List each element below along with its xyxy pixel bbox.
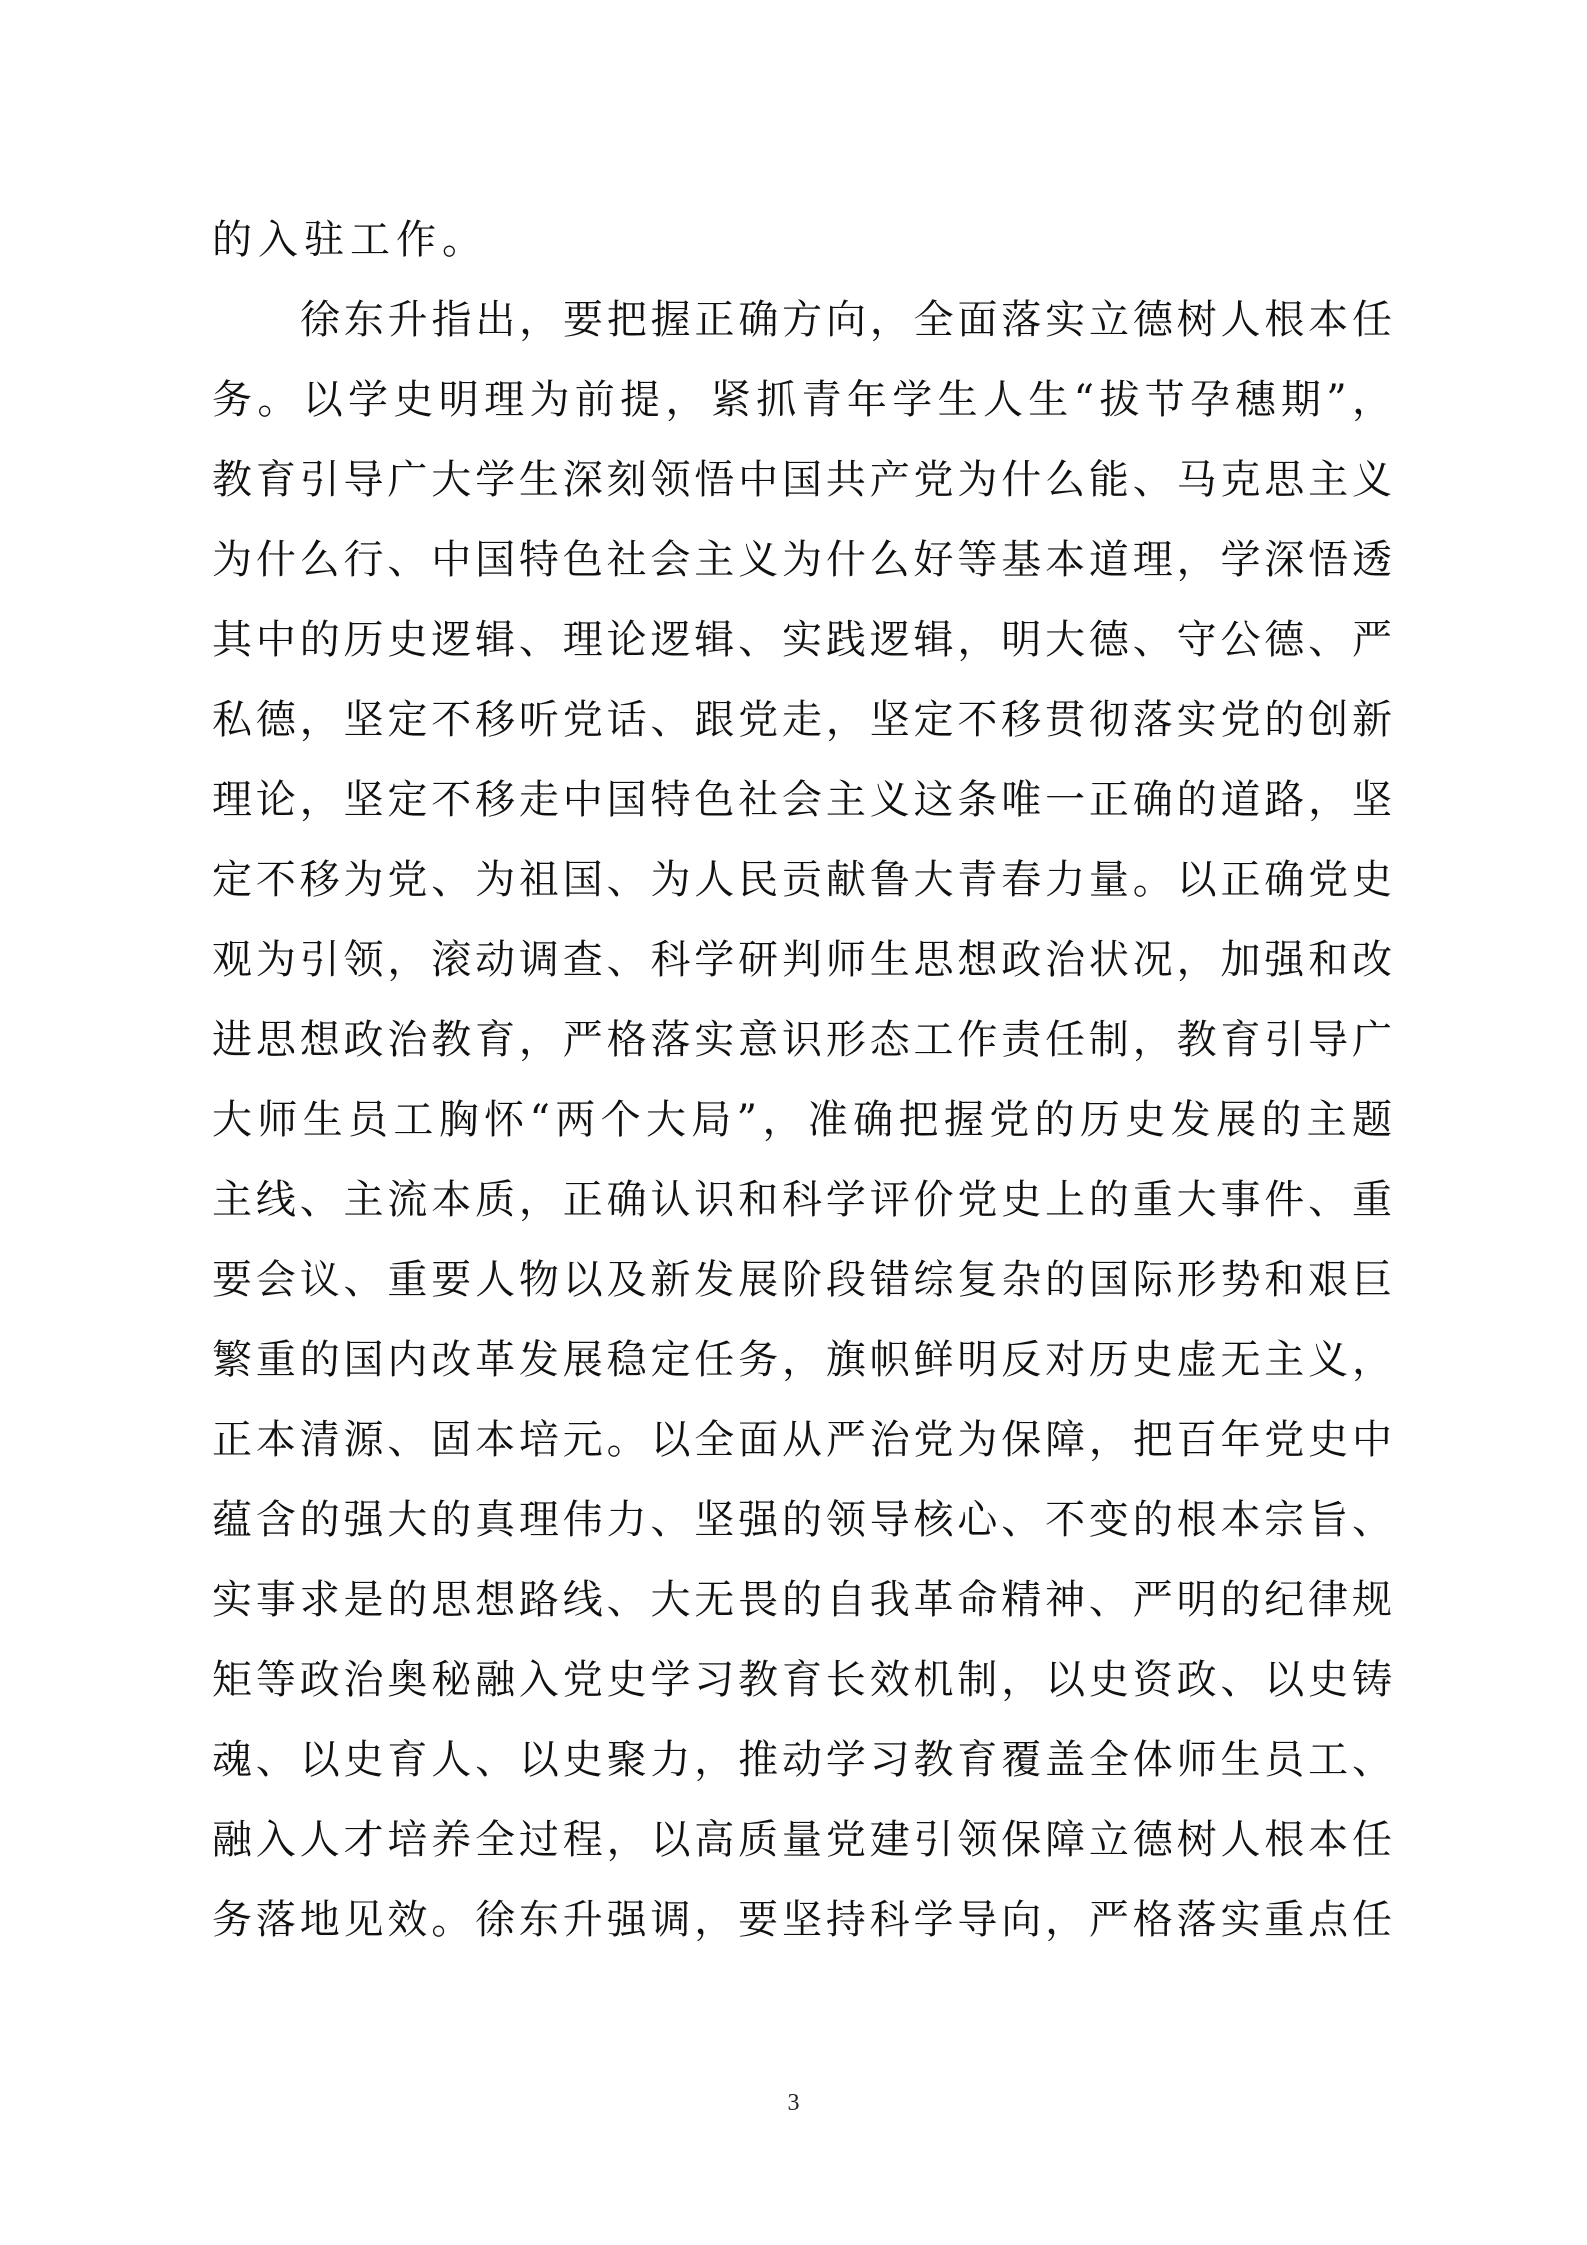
text-line: 进思想政治教育，严格落实意识形态工作责任制，教育引导广 <box>212 1017 1392 1063</box>
text-line: 融入人才培养全过程，以高质量党建引领保障立德树人根本任 <box>212 1817 1392 1863</box>
text-line: 其中的历史逻辑、理论逻辑、实践逻辑，明大德、守公德、严 <box>212 617 1392 663</box>
text-line: 徐东升指出，要把握正确方向，全面落实立德树人根本任 <box>300 297 1392 343</box>
text-line: 繁重的国内改革发展稳定任务，旗帜鲜明反对历史虚无主义， <box>212 1337 1392 1383</box>
text-line: 为什么行、中国特色社会主义为什么好等基本道理，学深悟透 <box>212 537 1392 583</box>
text-line: 定不移为党、为祖国、为人民贡献鲁大青春力量。以正确党史 <box>212 857 1392 903</box>
text-line: 理论，坚定不移走中国特色社会主义这条唯一正确的道路，坚 <box>212 777 1392 823</box>
page-number: 3 <box>787 2090 800 2116</box>
text-line: 观为引领，滚动调查、科学研判师生思想政治状况，加强和改 <box>212 937 1392 983</box>
text-line: 魂、以史育人、以史聚力，推动学习教育覆盖全体师生员工、 <box>212 1737 1392 1783</box>
text-line: 正本清源、固本培元。以全面从严治党为保障，把百年党史中 <box>212 1417 1392 1463</box>
text-line: 务落地见效。徐东升强调，要坚持科学导向，严格落实重点任 <box>212 1897 1392 1943</box>
text-line: 教育引导广大学生深刻领悟中国共产党为什么能、马克思主义 <box>212 457 1392 503</box>
text-line: 矩等政治奥秘融入党史学习教育长效机制，以史资政、以史铸 <box>212 1657 1392 1703</box>
text-line: 私德，坚定不移听党话、跟党走，坚定不移贯彻落实党的创新 <box>212 697 1392 743</box>
text-line: 务。以学史明理为前提，紧抓青年学生人生“拔节孕穗期”， <box>212 377 1392 423</box>
text-line: 实事求是的思想路线、大无畏的自我革命精神、严明的纪律规 <box>212 1577 1392 1623</box>
text-line: 要会议、重要人物以及新发展阶段错综复杂的国际形势和艰巨 <box>212 1257 1392 1303</box>
text-line: 大师生员工胸怀“两个大局”，准确把握党的历史发展的主题 <box>212 1097 1392 1143</box>
text-line: 的入驻工作。 <box>212 217 488 263</box>
text-line: 主线、主流本质，正确认识和科学评价党史上的重大事件、重 <box>212 1177 1392 1223</box>
text-line: 蕴含的强大的真理伟力、坚强的领导核心、不变的根本宗旨、 <box>212 1497 1392 1543</box>
body-text <box>212 200 1392 1960</box>
